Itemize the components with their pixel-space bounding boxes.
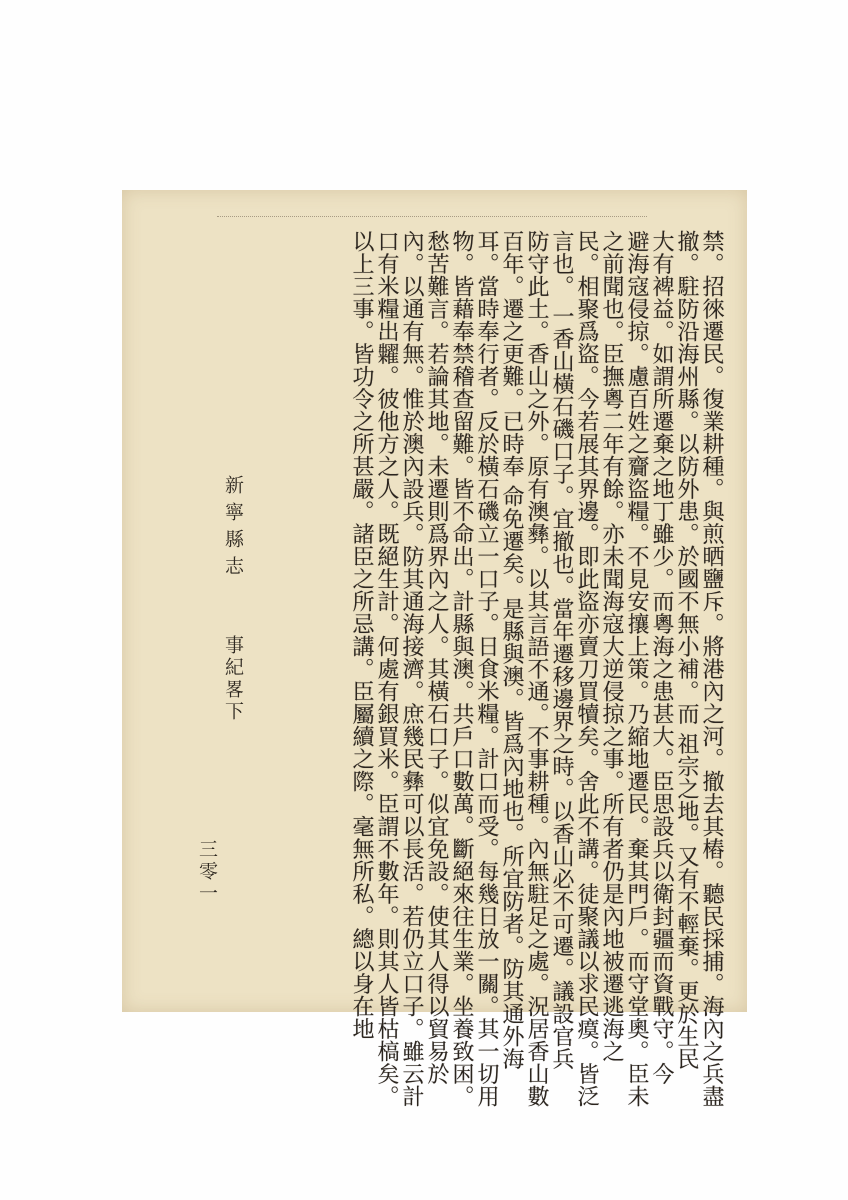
paper-sheet: [122, 190, 747, 1108]
text-column: 內。以通有無。惟於澳內設兵。防其通海接濟。庶幾民彝可以長活。若仍立口子。雖云計: [399, 230, 424, 1108]
page-footer: [190, 475, 246, 905]
text-column: 物。皆藉奉禁稽查留難。皆不命出。計縣與澳。共戶口數萬。斷絕來往生業。坐養致困。: [449, 230, 474, 1108]
text-column: 百年。遷之更難。已時奉 命免遷矣。是縣與澳。皆爲內地也。所宜防者。防其通外海: [499, 230, 524, 1070]
text-column: 避海寇侵掠。慮百姓之齎盜糧。不見安攘上策。乃縮地遷民。棄其門戶。而守堂奧。臣未: [624, 230, 649, 1108]
text-column: 民。相聚爲盜。今若展其界邊。即此盜亦賣刀買犢矣。舍此不講。徒聚議以求民瘼。皆泛: [574, 230, 599, 1108]
text-column: 之前聞也。臣撫粵二年有餘。亦未聞海寇大逆侵掠之事。所有者仍是內地被遷逃海之: [599, 230, 624, 1063]
page-number-text: 三零一: [196, 839, 218, 905]
chapter-title: 事紀畧下: [222, 635, 244, 723]
book-title: 新寧縣志: [222, 475, 244, 583]
text-column: 禁。招徠遷民。復業耕種。與煎晒鹽斥。將港內之河。撤去其樁。聽民採捕。海內之兵盡: [699, 230, 724, 1108]
text-column: 口有米糧出糶。彼他方之人。既絕生計。何處有銀買米。臣謂不數年。則其人皆枯槁矣。: [374, 230, 399, 1108]
text-column: 撤。駐防沿海州縣。以防外患。於國不無小補。而 祖宗之地。又有不輕棄。更於生民: [674, 230, 699, 1070]
text-column: 耳。當時奉行者。反於橫石磯立一口子。日食米糧。計口而受。每幾日放一關。其一切用: [474, 230, 499, 1108]
text-column: 大有裨益。如謂所遷棄之地丁雖少。而粵海之患甚大。臣思設兵以衛封疆而資戰守。今: [649, 230, 674, 1085]
top-dotted-rule: [217, 216, 647, 217]
text-column: 以上三事。皆功令之所甚嚴。諸臣之所忌講。臣屬續之際。毫無所私。總以身在地: [349, 230, 374, 1040]
text-column: 言也。 一香山橫石磯口子。宜撤也。當年遷移邊界之時。以香山必不可遷。議設官兵: [549, 230, 574, 1070]
body-text: [254, 230, 724, 1108]
page-number: [194, 475, 221, 905]
text-column: 愁苦難言。若論其地。未遷則爲界內之人。其橫石口子。似宜免設。使其人得以貿易於: [424, 230, 449, 1085]
text-column: 防守此土。香山之外。原有澳彝。以其言語不通。不事耕種。內無駐足之處。況居香山數: [524, 230, 549, 1108]
